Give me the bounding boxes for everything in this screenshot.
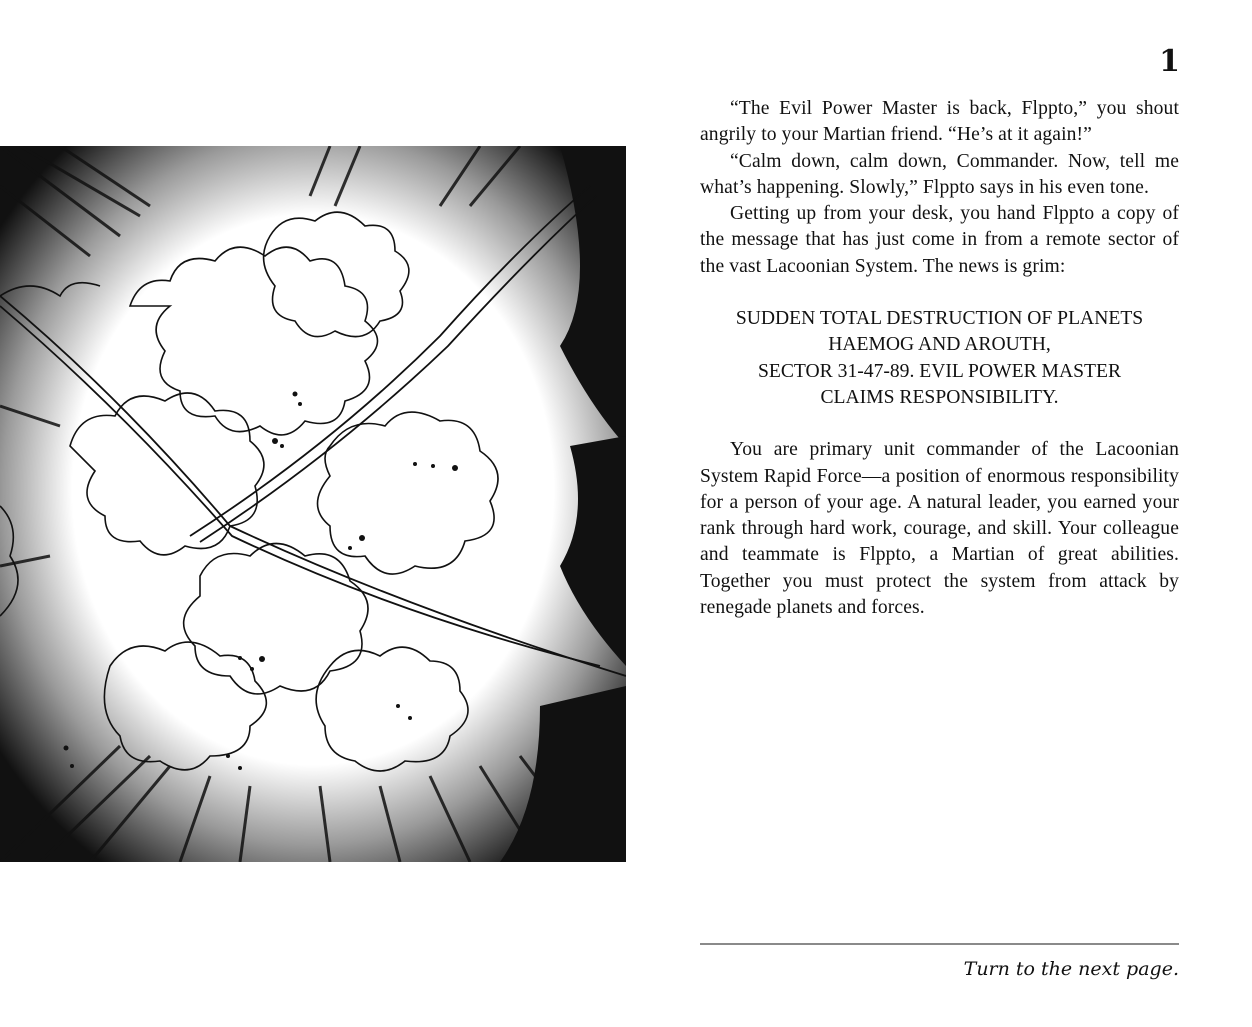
story-paragraph: You are primary unit commander of the Lacoonian System Rapid Force—a position of enormous responsibility for a person of your age. A natural leader, you earned your rank through hard work, courage, and skill. Your colleague and teammate is Flppto, a Martian of great abilities. Together you must protect the system from attack by renegade planets and forces.	[700, 439, 1179, 619]
page-number: 1	[1159, 44, 1180, 79]
story-paragraph: Getting up from your desk, you hand Flppto a copy of the message that has just come in from a remote sector of the vast Lacoonian System. The news is grim:	[700, 203, 1179, 277]
story-text-column	[700, 96, 1179, 621]
bulletin-line: HAEMOG AND AROUTH,	[828, 334, 1051, 356]
story-paragraph: “The Evil Power Master is back, Flppto,” you shout angrily to your Martian friend. “He’s at it again!”	[700, 98, 1179, 146]
news-bulletin	[700, 306, 1179, 411]
bulletin-line: SUDDEN TOTAL DESTRUCTION OF PLANETS	[735, 308, 1144, 330]
explosion-drawing	[0, 146, 626, 862]
footer-divider	[700, 943, 1179, 945]
explosion-illustration	[0, 146, 626, 862]
bulletin-line: CLAIMS RESPONSIBILITY.	[820, 386, 1059, 408]
bulletin-line: SECTOR 31-47-89. EVIL POWER MASTER	[757, 360, 1122, 382]
turn-page-instruction: Turn to the next page.	[963, 958, 1179, 980]
story-paragraph: “Calm down, calm down, Commander. Now, tell me what’s happening. Slowly,” Flppto says in his even tone.	[700, 150, 1179, 198]
